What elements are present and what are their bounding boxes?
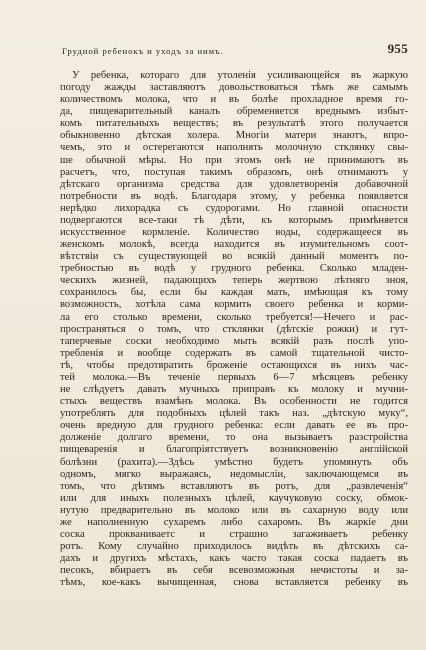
text-line: стыхъ веществъ взамѣнъ молока. Въ особенности не годится: [60, 396, 408, 408]
text-line: тѣ, чтобы предотвратить броженіе остающихся въ нихъ час-: [60, 359, 408, 371]
text-line: не слѣдуетъ давать мучныхъ приправъ къ молоку и мучни-: [60, 384, 408, 396]
text-line: подвергаются все-таки тѣ дѣти, къ которымъ примѣняется: [60, 214, 408, 226]
text-line: погоду жажды заставляютъ довольствоваться тѣмъ же самымъ: [60, 82, 408, 94]
text-line: очень вредную для грудного ребенка: если давать ее въ про-: [60, 420, 408, 432]
text-line: комъ питательныхъ веществъ; въ результатѣ этого получается: [60, 118, 408, 130]
text-line: одномъ, мягко выражаясь, недомысліи, заключающемся въ: [60, 468, 408, 480]
text-line: У ребенка, котораго для утоленія усиливающейся въ жаркую: [72, 70, 408, 81]
text-line: ше обычной мѣры. Но при этомъ онѣ не принимаютъ въ: [60, 154, 408, 166]
text-line: женскомъ молокѣ, всегда находится въ изумительномъ соот-: [60, 239, 408, 251]
text-line: пищеваренія и благопріятствуетъ возникновенію англійской: [60, 444, 408, 456]
text-line: долженіе долгаго времени, то она вызываетъ разстройства: [60, 432, 408, 444]
page-number: 955: [387, 41, 408, 56]
text-line: таперчевые соски необходимо мыть всякій разъ послѣ упо-: [60, 335, 408, 347]
text-line: требностью въ водѣ у грудного ребенка. Сколько младен-: [60, 263, 408, 275]
text-line: дахъ и другихъ мѣстахъ, какъ часто такая соска падаетъ въ: [60, 553, 408, 565]
text-line: требленія и вообще содержать въ самой тщательной чисто-: [60, 347, 408, 359]
text-line: же наполненную сухаремъ либо сахаромъ. Въ жаркіе дни: [60, 516, 408, 528]
text-line: сохранилось бы, если бы каждая мать, имѣющая къ тому: [60, 287, 408, 299]
text-line: расчетъ, что, поступая такимъ образомъ, онѣ отнимаютъ у: [60, 166, 408, 178]
text-line: песокъ, вбираетъ въ себя всевозможныя нечистоты и за-: [60, 565, 408, 577]
text-line: дѣтскаго организма средства для удовлетворенія добавочной: [60, 178, 408, 190]
text-line: томъ, что дѣтямъ вставляютъ въ ротъ, для „развлеченія“: [60, 480, 408, 492]
text-line: ческихъ жизней, падающихъ теперь жертвою лѣтняго зноя,: [60, 275, 408, 287]
text-line: обыкновенно дѣтская холера. Многіи матери знаютъ, впро-: [60, 130, 408, 142]
text-line: вѣтствіи съ существующей во всякій данный моментъ по-: [60, 251, 408, 263]
text-line: тей молока.—Въ теченіе первыхъ 6—7 мѣсяцевъ ребенку: [60, 371, 408, 383]
text-line: искусственное кормленіе. Количество воды, содержащееся въ: [60, 227, 408, 239]
text-line: да, пищеварительный каналъ обременяется вреднымъ избыт-: [60, 106, 408, 118]
text-line: соска прокваниваетс и страшно загаживаетъ ребенку: [60, 528, 408, 540]
text-line: пространяться о томъ, что стклянки (дѣтскіе рожки) и гут-: [60, 323, 408, 335]
text-line: ла его столько времени, сколько требуется!—Нечего и рас-: [60, 311, 408, 323]
text-line: нерѣдко лихорадка съ судорогами. Но главной опасности: [60, 202, 408, 214]
running-title: Грудной ребенокъ и уходъ за нимъ.: [62, 46, 224, 56]
text-line: количествомъ молока, что и въ болѣе прохладное время го-: [60, 94, 408, 106]
text-line: болѣзни (рахита).—Здѣсь умѣстно будетъ упомянуть объ: [60, 456, 408, 468]
body-text: [60, 70, 408, 589]
page-header: [62, 38, 408, 58]
text-line: тѣмъ, кое-какъ вычищенная, снова вставляется ребенку въ: [60, 577, 408, 589]
text-line: потребности въ водѣ. Благодаря этому, у ребенка появляется: [60, 190, 408, 202]
text-line: нутую предварительно въ молоко или въ сахарную воду или: [60, 504, 408, 516]
text-line: употреблять для подобныхъ цѣлей такъ наз. „дѣтскую муку“,: [60, 408, 408, 420]
text-line: возможность, хотѣла сама кормить своего ребенка и корми-: [60, 299, 408, 311]
text-line: ротъ. Кому случайно приходилось видѣть въ дѣтскихъ са-: [60, 541, 408, 553]
text-line: или для иныхъ полезныхъ цѣлей, каучуковую соску, обмок-: [60, 492, 408, 504]
text-line: чемъ, это и остерегаются наполнять молочную стклянку свы-: [60, 142, 408, 154]
